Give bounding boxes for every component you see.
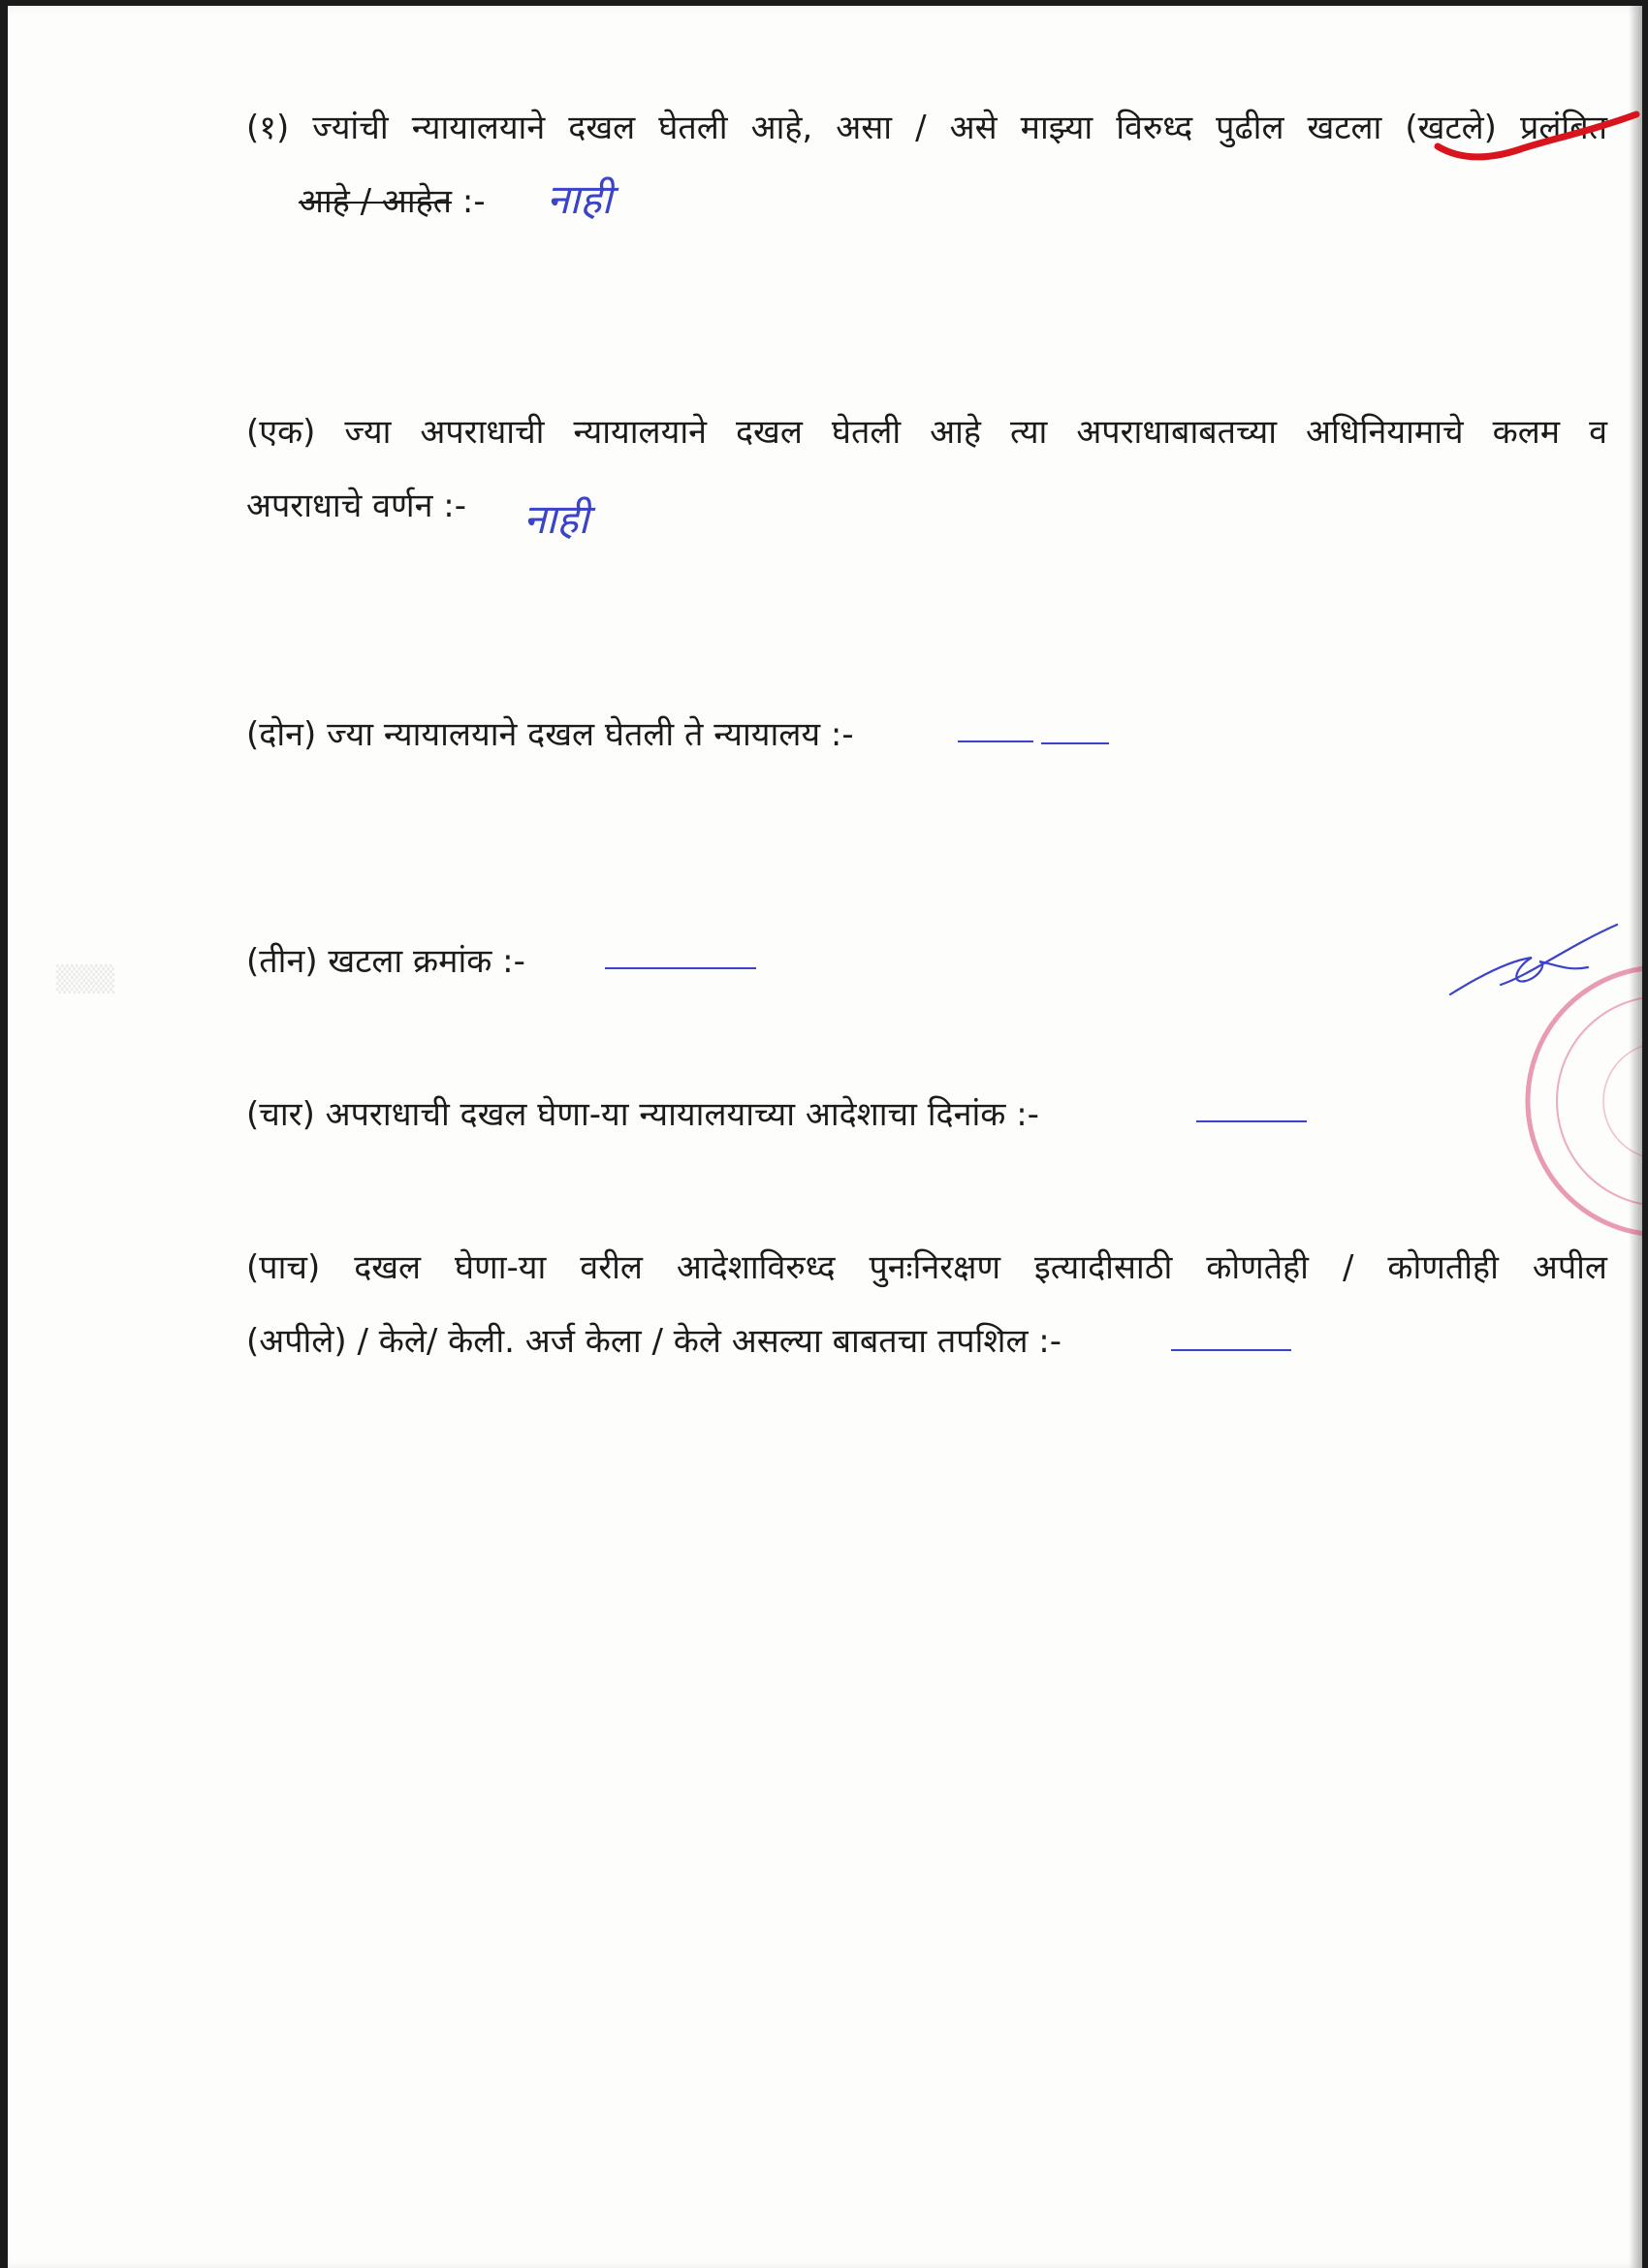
- chaar-line: (चार) अपराधाची दखल घेणा-या न्यायालयाच्या आदेशाचा दिनांक :-: [246, 1095, 1039, 1134]
- q1-line2-suffix: :-: [452, 182, 486, 221]
- teen-line: (तीन) खटला क्रमांक :-: [246, 942, 525, 981]
- don-line: (दोन) ज्या न्यायालयाने दखल घेतली ते न्यायालय :-: [246, 715, 854, 754]
- ek-line1: (एक) ज्या अपराधाची न्यायालयाने दखल घेतली आहे त्या अपराधाबाबतच्या अधिनियामाचे कलम व: [246, 413, 1607, 452]
- ek-line2: अपराधाचे वर्णन :-: [246, 487, 467, 525]
- partial-rubber-stamp: [1516, 956, 1642, 1246]
- paach-line2: (अपीले) / केले/ केली. अर्ज केला / केले असल्या बाबतचा तपशिल :-: [246, 1322, 1062, 1361]
- teen-blank-dash: [605, 967, 756, 969]
- q1-line1: (१) ज्यांची न्यायालयाने दखल घेतली आहे, असा / असे माझ्या विरुध्द पुढील खटला (खटले) प्रलंबित: [246, 109, 1607, 147]
- bleed-through-smudge: ▒▒▒: [56, 965, 114, 994]
- paach-blank-dash: [1171, 1349, 1291, 1351]
- paach-line1: (पाच) दखल घेणा-या वरील आदेशाविरुध्द पुनःनिरक्षण इत्यादीसाठी कोणतेही / कोणतीही अपील: [246, 1248, 1607, 1287]
- q1-handwritten-answer: नाही: [547, 175, 613, 223]
- q1-line2: [299, 180, 486, 223]
- document-page: [8, 6, 1642, 2268]
- red-pen-mark: [1433, 103, 1642, 180]
- don-blank-dash-2: [1041, 742, 1109, 744]
- q1-struck-text: आहे / आहेत: [299, 182, 453, 221]
- don-blank-dash-1: [958, 740, 1033, 742]
- chaar-blank-dash: [1196, 1120, 1307, 1122]
- ek-handwritten-answer: नाही: [523, 495, 589, 543]
